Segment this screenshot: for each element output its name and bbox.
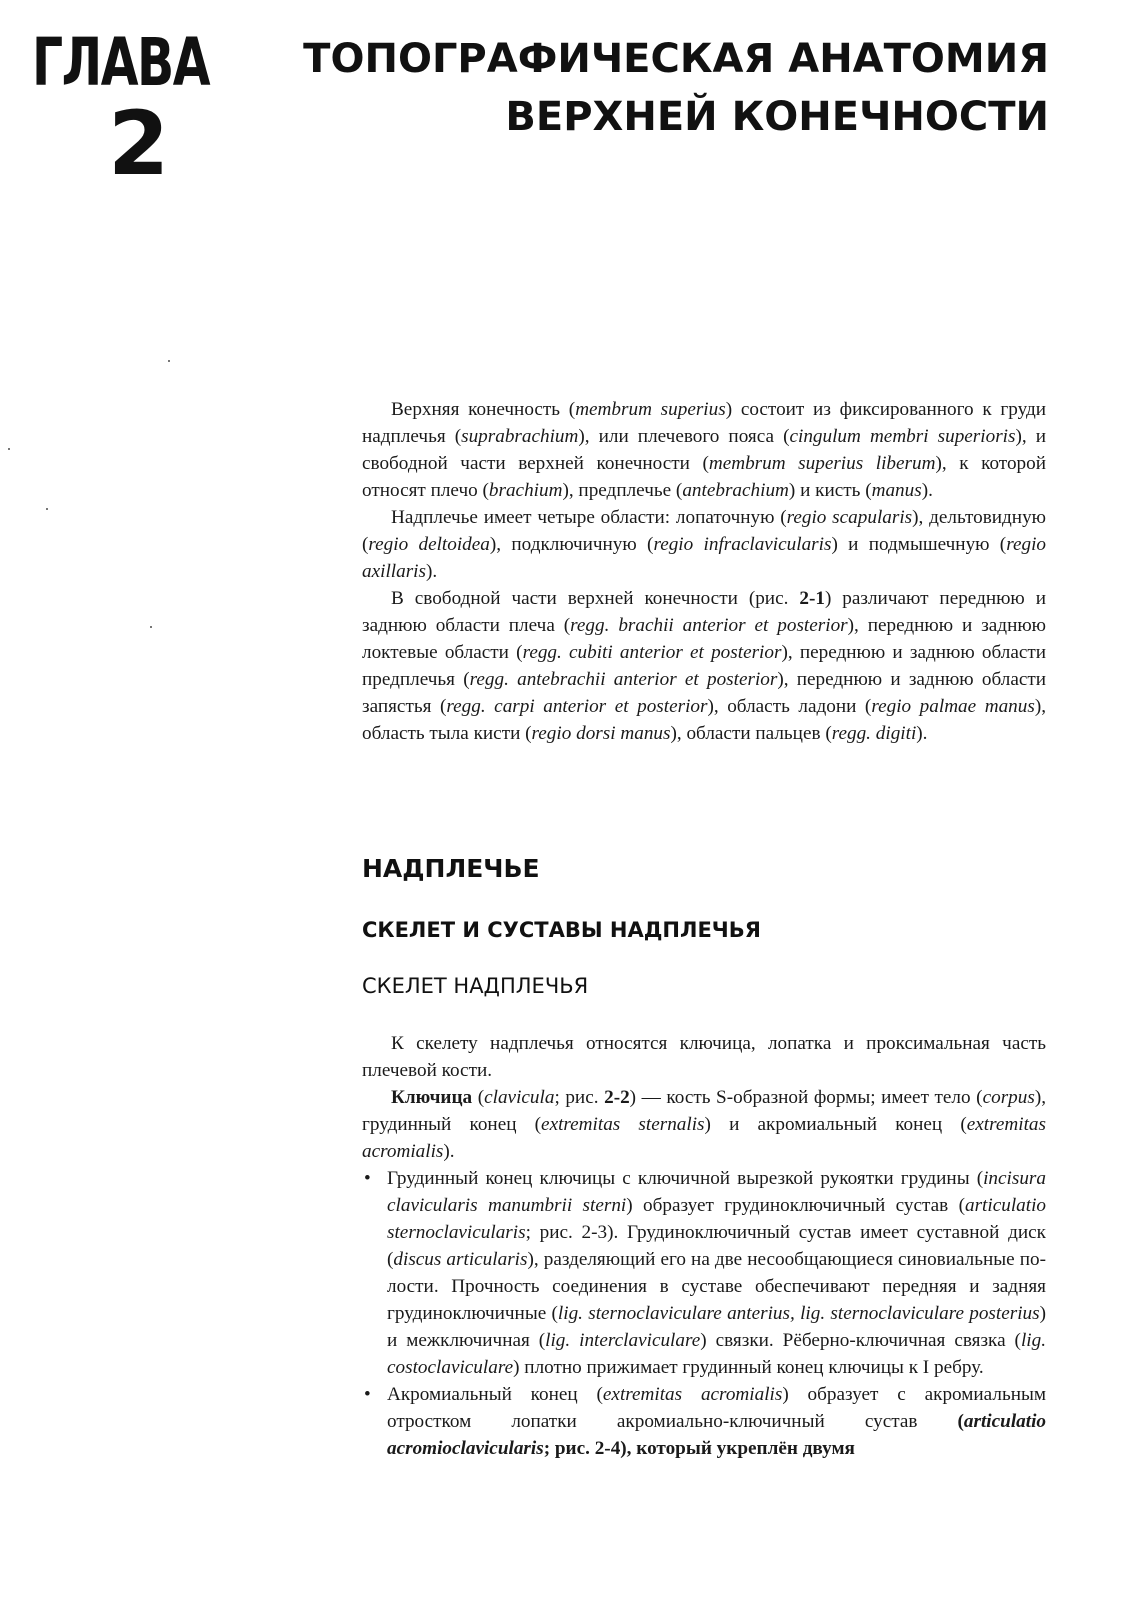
- text-run: articulatio acromioclavicularis: [387, 1411, 1046, 1459]
- bullet-list: [362, 1165, 1046, 1462]
- chapter-title: [289, 30, 1049, 146]
- text-run: suprabrachium: [461, 426, 579, 447]
- text-run: regio scapularis: [786, 507, 913, 528]
- text-run: clavicula: [484, 1087, 555, 1108]
- text-run: regio deltoidea: [368, 534, 490, 555]
- text-run: ), область тыла кисти (: [362, 696, 1047, 744]
- text-run: ), дельтовидную (: [362, 507, 1046, 555]
- text-run: regio axillaris: [362, 534, 1046, 582]
- text-run: ), переднюю и заднюю локтевые области (: [362, 615, 1047, 663]
- text-run: ; рис. 2-4), который укреплён двумя: [543, 1438, 855, 1459]
- text-run: ).: [443, 1141, 455, 1162]
- text-run: corpus: [982, 1087, 1035, 1108]
- body-paragraph: [362, 1030, 1046, 1084]
- text-run: (: [472, 1087, 485, 1108]
- text-run: regg. cubiti anterior et posterior: [522, 642, 782, 663]
- text-run: lig. costoclaviculare: [387, 1330, 1046, 1378]
- intro-paragraph: [362, 585, 1046, 747]
- text-run: ; рис.: [554, 1087, 605, 1108]
- text-run: ) и подмышечную (: [831, 534, 1007, 555]
- subsubsection-title: СКЕЛЕТ НАДПЛЕЧЬЯ: [362, 974, 589, 998]
- text-run: lig. sternoclaviculare anterius, lig. sternoclaviculare posterius: [557, 1303, 1040, 1324]
- text-run: articulatio sternoclavicularis: [387, 1195, 1046, 1243]
- text-run: Ключица: [391, 1087, 473, 1108]
- text-run: ) и акромиальный конец (: [704, 1114, 967, 1135]
- text-run: ), к которой относят плечо (: [362, 453, 1046, 501]
- scan-speck: [168, 360, 170, 362]
- text-run: ) различают переднюю и заднюю области плеча (: [362, 588, 1047, 636]
- text-run: ), подключичную (: [489, 534, 654, 555]
- text-run: ), область ладони (: [707, 696, 872, 717]
- text-run: ) состоит из фиксированного к груди надплечья (: [362, 399, 1047, 447]
- text-run: discus articularis: [393, 1249, 528, 1270]
- text-run: extremitas acromialis: [602, 1384, 783, 1405]
- text-run: ), предплечье (: [562, 480, 683, 501]
- text-run: В свободной части верхней конечности (рис.: [391, 588, 800, 609]
- text-run: 2-1: [799, 588, 825, 609]
- text-run: extremitas sternalis: [541, 1114, 705, 1135]
- text-run: ).: [921, 480, 933, 501]
- intro-paragraph: [362, 504, 1046, 585]
- text-run: ; рис. 2-3). Грудиноключичный сустав имеет суставной диск (: [387, 1222, 1046, 1270]
- text-run: antebrachium: [682, 480, 789, 501]
- subsection-title: СКЕЛЕТ И СУСТАВЫ НАДПЛЕЧЬЯ: [362, 918, 761, 942]
- text-run: Грудинный конец ключицы с ключичной вырезкой рукоятки грудины (: [387, 1168, 984, 1189]
- chapter-title-line: ВЕРХНЕЙ КОНЕЧНОСТИ: [505, 94, 1049, 140]
- text-run: ), грудинный конец (: [362, 1087, 1046, 1135]
- text-run: manus: [871, 480, 922, 501]
- text-run: extremitas acromialis: [362, 1114, 1046, 1162]
- intro-paragraph: [362, 396, 1046, 504]
- text-run: regg. antebrachii anterior et posterior: [469, 669, 778, 690]
- text-run: ), и свободной части верхней конечности (: [362, 426, 1046, 474]
- text-run: ).: [425, 561, 438, 582]
- text-run: membrum superius: [575, 399, 726, 420]
- text-run: lig. interclaviculare: [545, 1330, 701, 1351]
- chapter-title-line: ТОПОГРАФИЧЕСКАЯ АНАТОМИЯ: [303, 36, 1049, 82]
- text-run: regio dorsi manus: [531, 723, 671, 744]
- text-run: ) — кость S-образной формы; имеет тело (: [629, 1087, 983, 1108]
- text-run: membrum superius liberum: [708, 453, 936, 474]
- text-run: ), области пальцев (: [670, 723, 832, 744]
- text-run: ) и межключичная (: [387, 1303, 1046, 1351]
- text-run: ) образует грудиноключичный сустав (: [626, 1195, 965, 1216]
- text-run: ), разделяющий его на две несообщающиеся синовиальные полости. Прочность соединения в суставе обеспечивают передняя и задняя грудиноключичные (: [387, 1249, 1047, 1324]
- bullet-item: [362, 1381, 1046, 1462]
- scan-speck: [150, 626, 152, 628]
- text-run: ) связки. Рёберно-ключичная связка (: [700, 1330, 1021, 1351]
- text-run: ), или плечевого пояса (: [578, 426, 790, 447]
- text-run: ), переднюю и заднюю области предплечья (: [362, 642, 1047, 690]
- text-run: regg. carpi anterior et posterior: [446, 696, 708, 717]
- text-run: 2-2: [604, 1087, 630, 1108]
- body-paragraph: [362, 1084, 1046, 1165]
- intro-text: [362, 396, 1046, 747]
- text-run: ) плотно прижимает грудинный конец ключицы к I ребру.: [513, 1357, 984, 1378]
- scan-speck: [46, 508, 48, 510]
- scan-speck: [8, 448, 10, 450]
- chapter-label: ГЛАВА: [32, 24, 210, 101]
- text-run: Надплечье имеет четыре области: лопаточную (: [391, 507, 787, 528]
- text-run: regio infraclavicularis: [653, 534, 832, 555]
- text-run: ).: [916, 723, 928, 744]
- text-run: Верхняя конечность (: [391, 399, 576, 420]
- text-run: incisura clavicularis manumbrii sterni: [387, 1168, 1046, 1216]
- text-run: (: [917, 1411, 964, 1432]
- text-run: ), переднюю и заднюю области запястья (: [362, 669, 1046, 717]
- chapter-number: 2: [108, 92, 170, 195]
- text-run: ) образует с акромиальным отростком лопатки акромиально-ключичный сустав: [387, 1384, 1046, 1432]
- section-title: НАДПЛЕЧЬЕ: [362, 854, 540, 883]
- text-run: К скелету надплечья относятся ключица, лопатка и проксимальная часть плечевой кости.: [362, 1033, 1046, 1081]
- text-run: ) и кисть (: [788, 480, 872, 501]
- text-run: Акромиальный конец (: [387, 1384, 603, 1405]
- text-run: regio palmae manus: [871, 696, 1035, 717]
- text-run: regg. brachii anterior et posterior: [570, 615, 848, 636]
- text-run: regg. digiti: [831, 723, 917, 744]
- bullet-item: [362, 1165, 1046, 1381]
- text-run: cingulum membri superioris: [789, 426, 1016, 447]
- skeleton-text: [362, 1030, 1046, 1462]
- text-run: brachium: [488, 480, 563, 501]
